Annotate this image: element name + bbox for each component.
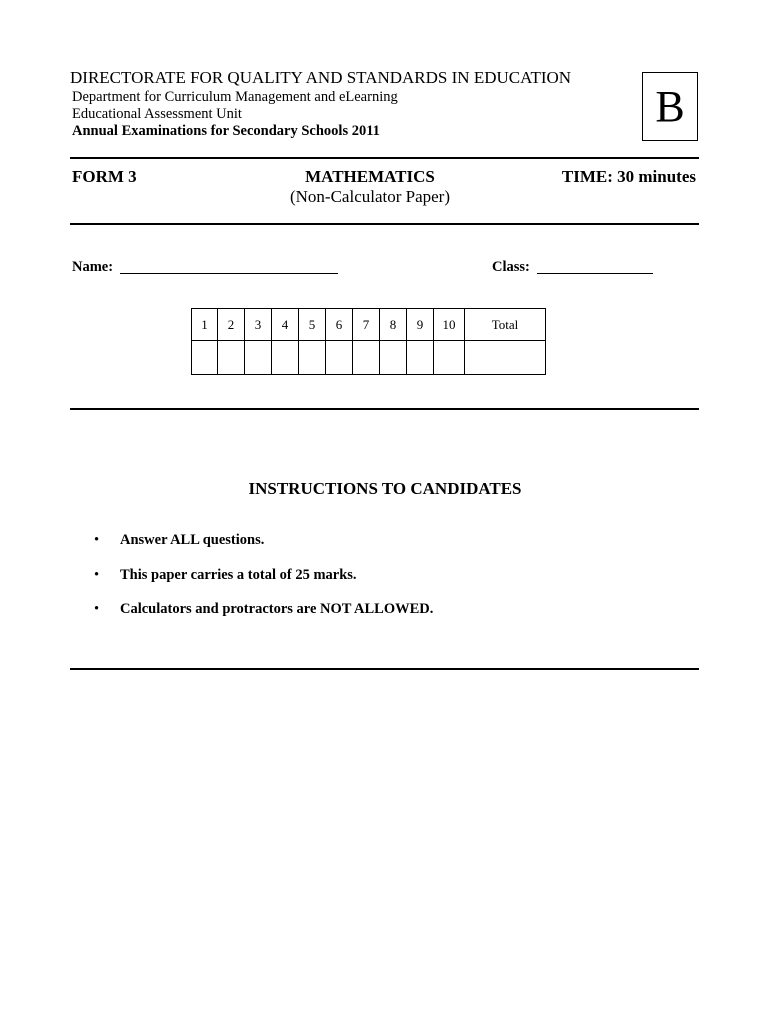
marks-cell[interactable]	[407, 341, 434, 375]
marks-cell[interactable]	[272, 341, 299, 375]
instruction-text: Answer ALL questions.	[120, 532, 265, 548]
bullet-icon: •	[94, 601, 100, 617]
class-label: Class:	[492, 259, 530, 275]
exam-name: Annual Examinations for Secondary Schools 2011	[72, 123, 380, 139]
marks-cell[interactable]	[380, 341, 407, 375]
paper-version-box: B	[642, 72, 698, 141]
marks-cell[interactable]	[434, 341, 465, 375]
marks-col-header: 3	[245, 309, 272, 341]
paper-subtitle: (Non-Calculator Paper)	[289, 187, 451, 206]
instruction-text: This paper carries a total of 25 marks.	[120, 567, 357, 583]
instructions-title: INSTRUCTIONS TO CANDIDATES	[248, 479, 522, 498]
bullet-icon: •	[94, 567, 100, 583]
marks-header-row	[192, 309, 546, 341]
instruction-item	[94, 567, 357, 584]
marks-cell[interactable]	[192, 341, 218, 375]
unit-name: Educational Assessment Unit	[72, 106, 242, 122]
time-allowed: TIME: 30 minutes	[561, 167, 696, 186]
instruction-item	[94, 601, 433, 618]
divider	[70, 157, 699, 159]
header-title: DIRECTORATE FOR QUALITY AND STANDARDS IN EDUCATION	[70, 68, 572, 87]
name-field[interactable]	[120, 273, 338, 274]
marks-cell[interactable]	[353, 341, 380, 375]
divider	[70, 668, 699, 670]
marks-col-header: 7	[353, 309, 380, 341]
instruction-text: Calculators and protractors are NOT ALLOWED.	[120, 601, 434, 617]
form-label: FORM 3	[72, 167, 137, 186]
marks-cell[interactable]	[299, 341, 326, 375]
marks-col-header: 10	[434, 309, 465, 341]
marks-total-header: Total	[465, 309, 546, 341]
department-name: Department for Curriculum Management and eLearning	[72, 89, 398, 105]
divider	[70, 408, 699, 410]
instruction-item	[94, 532, 264, 549]
marks-col-header: 5	[299, 309, 326, 341]
marks-cell[interactable]	[218, 341, 245, 375]
marks-col-header: 9	[407, 309, 434, 341]
marks-col-header: 4	[272, 309, 299, 341]
divider	[70, 223, 699, 225]
marks-total-cell[interactable]	[465, 341, 546, 375]
marks-value-row	[192, 341, 546, 375]
marks-cell[interactable]	[326, 341, 353, 375]
name-label: Name:	[72, 259, 114, 275]
marks-table	[191, 308, 546, 375]
class-field[interactable]	[537, 273, 653, 274]
marks-col-header: 8	[380, 309, 407, 341]
marks-col-header: 1	[192, 309, 218, 341]
subject-title: MATHEMATICS	[305, 167, 435, 186]
marks-col-header: 2	[218, 309, 245, 341]
marks-cell[interactable]	[245, 341, 272, 375]
bullet-icon: •	[94, 532, 100, 548]
marks-col-header: 6	[326, 309, 353, 341]
